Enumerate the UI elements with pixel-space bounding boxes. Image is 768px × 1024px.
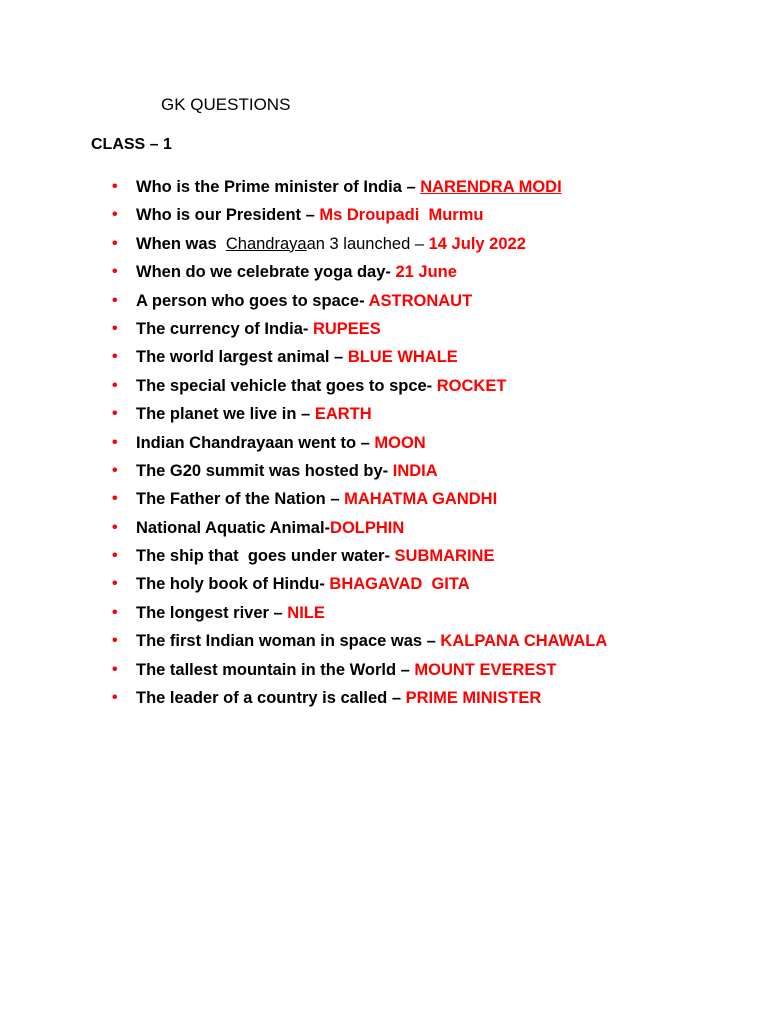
bullet-icon: • bbox=[112, 575, 118, 593]
question-text: The longest river – bbox=[136, 603, 288, 622]
question-list bbox=[112, 176, 607, 715]
list-item bbox=[112, 432, 607, 460]
answer-text: EARTH bbox=[314, 405, 372, 424]
question-underlined-text: Chandraya bbox=[225, 234, 307, 253]
list-item bbox=[112, 630, 607, 658]
list-item bbox=[112, 573, 607, 601]
answer-text: NARENDRA MODI bbox=[420, 178, 562, 196]
bullet-icon: • bbox=[112, 319, 118, 337]
class-heading: CLASS – 1 bbox=[91, 136, 172, 153]
question-text: The first Indian woman in space was – bbox=[136, 632, 441, 651]
answer-text: INDIA bbox=[392, 461, 438, 480]
answer-text: DOLPHIN bbox=[330, 518, 405, 537]
list-item bbox=[112, 602, 607, 630]
list-item bbox=[112, 375, 607, 403]
list-item bbox=[112, 176, 607, 204]
answer-text: NILE bbox=[287, 603, 325, 622]
page-title: GK QUESTIONS bbox=[161, 95, 291, 114]
list-item bbox=[112, 659, 607, 687]
question-text: National Aquatic Animal- bbox=[136, 518, 331, 537]
list-item bbox=[112, 290, 607, 318]
bullet-icon: • bbox=[112, 263, 118, 281]
question-text: The world largest animal – bbox=[136, 348, 348, 367]
question-text: Who is the Prime minister of India – bbox=[136, 178, 421, 196]
list-item bbox=[112, 346, 607, 374]
bullet-icon: • bbox=[112, 461, 118, 479]
list-item bbox=[112, 687, 607, 715]
bullet-icon: • bbox=[112, 689, 118, 707]
list-item bbox=[112, 403, 607, 431]
question-text: an 3 launched – bbox=[306, 234, 429, 253]
question-text: Indian Chandrayaan went to – bbox=[136, 433, 375, 452]
question-text: Who is our President – bbox=[136, 206, 320, 225]
answer-text: RUPEES bbox=[312, 319, 381, 338]
bullet-icon: • bbox=[112, 291, 118, 309]
question-text: When do we celebrate yoga day- bbox=[136, 263, 396, 282]
question-text: The currency of India- bbox=[136, 319, 313, 338]
answer-text: PRIME MINISTER bbox=[405, 689, 542, 708]
list-item bbox=[112, 517, 607, 545]
list-item bbox=[112, 460, 607, 488]
bullet-icon: • bbox=[112, 206, 118, 224]
question-text: The leader of a country is called – bbox=[136, 689, 406, 708]
bullet-icon: • bbox=[112, 660, 118, 678]
bullet-icon: • bbox=[112, 376, 118, 394]
list-item bbox=[112, 318, 607, 346]
bullet-icon: • bbox=[112, 405, 118, 423]
question-text: The planet we live in – bbox=[136, 405, 315, 424]
list-item bbox=[112, 261, 607, 289]
list-item bbox=[112, 233, 607, 261]
answer-text: ROCKET bbox=[436, 376, 507, 395]
answer-text: SUBMARINE bbox=[394, 547, 495, 566]
answer-text: 21 June bbox=[395, 263, 457, 282]
answer-text: MAHATMA GANDHI bbox=[344, 490, 498, 509]
bullet-icon: • bbox=[112, 547, 118, 565]
question-text: When was bbox=[136, 234, 226, 253]
bullet-icon: • bbox=[112, 348, 118, 366]
bullet-icon: • bbox=[112, 178, 118, 195]
answer-text: BLUE WHALE bbox=[347, 348, 458, 367]
question-text: A person who goes to space- bbox=[136, 291, 369, 310]
list-item bbox=[112, 204, 607, 232]
question-text: The tallest mountain in the World – bbox=[136, 660, 415, 679]
list-item bbox=[112, 545, 607, 573]
question-text: The G20 summit was hosted by- bbox=[136, 461, 393, 480]
bullet-icon: • bbox=[112, 518, 118, 536]
answer-text: ASTRONAUT bbox=[368, 291, 473, 310]
bullet-icon: • bbox=[112, 603, 118, 621]
answer-text: MOUNT EVEREST bbox=[414, 660, 557, 679]
question-text: The ship that goes under water- bbox=[136, 547, 395, 566]
bullet-icon: • bbox=[112, 433, 118, 451]
question-text: The Father of the Nation – bbox=[136, 490, 345, 509]
bullet-icon: • bbox=[112, 234, 118, 252]
answer-text: MOON bbox=[374, 433, 426, 452]
question-text: The special vehicle that goes to spce- bbox=[136, 376, 437, 395]
answer-text: KALPANA CHAWALA bbox=[440, 632, 608, 651]
answer-text: Ms Droupadi Murmu bbox=[319, 206, 484, 225]
list-item bbox=[112, 488, 607, 516]
question-text: The holy book of Hindu- bbox=[136, 575, 330, 594]
bullet-icon: • bbox=[112, 632, 118, 650]
answer-text: BHAGAVAD GITA bbox=[329, 575, 470, 594]
answer-text: 14 July 2022 bbox=[428, 234, 526, 253]
bullet-icon: • bbox=[112, 490, 118, 508]
